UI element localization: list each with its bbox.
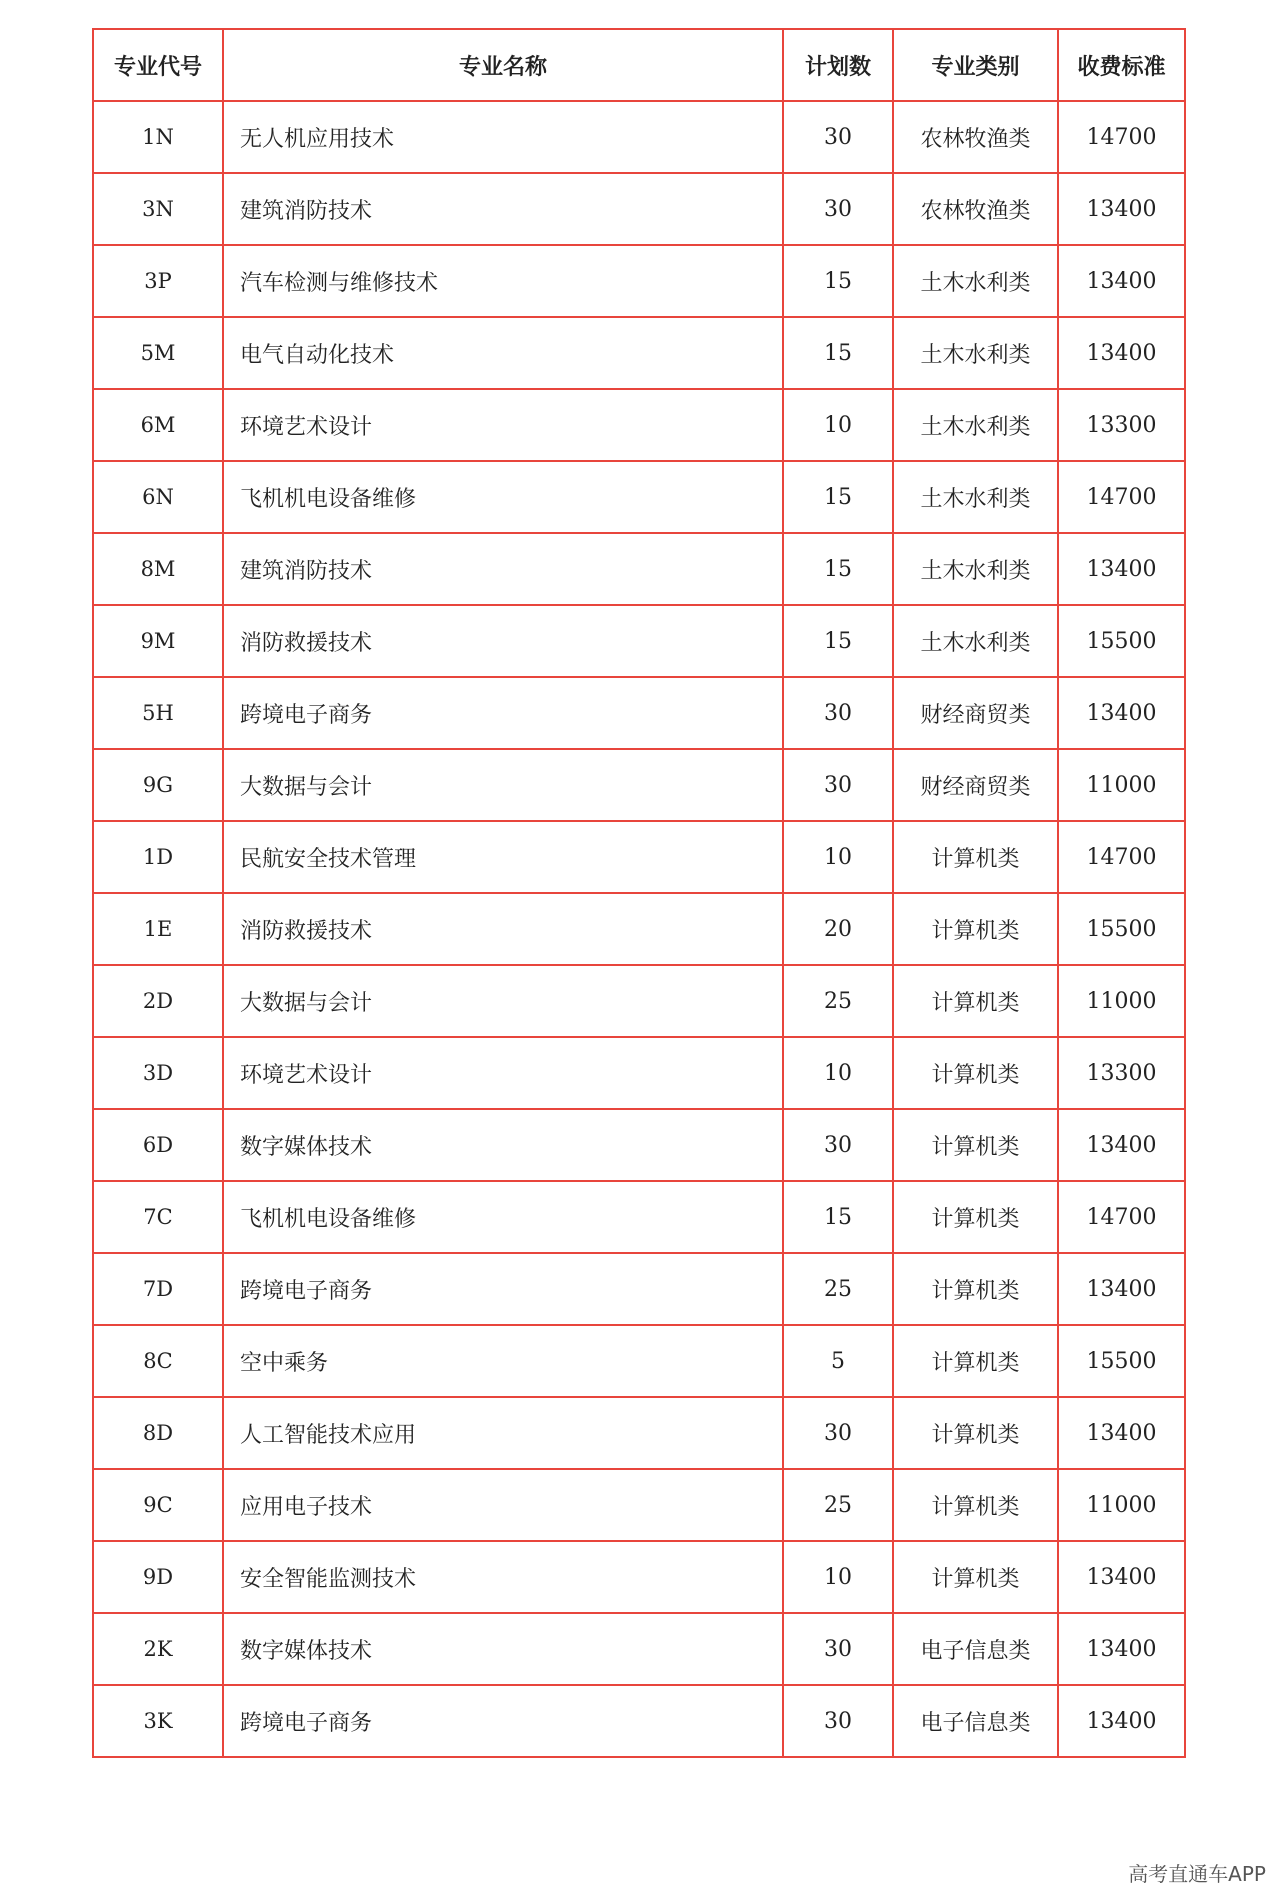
cell-major-name: 跨境电子商务: [223, 1253, 783, 1325]
cell-plan-count: 30: [783, 677, 893, 749]
table-row: [93, 1037, 1185, 1109]
cell-plan-count: 15: [783, 317, 893, 389]
cell-fee-standard: 13300: [1058, 1037, 1185, 1109]
cell-fee-standard: 13400: [1058, 533, 1185, 605]
cell-major-code: 8C: [93, 1325, 223, 1397]
header-fee-standard: 收费标准: [1058, 29, 1185, 101]
cell-plan-count: 20: [783, 893, 893, 965]
cell-major-category: 计算机类: [893, 893, 1058, 965]
cell-plan-count: 30: [783, 173, 893, 245]
table-body: [93, 101, 1185, 1757]
cell-major-category: 农林牧渔类: [893, 101, 1058, 173]
table-row: [93, 101, 1185, 173]
cell-plan-count: 15: [783, 605, 893, 677]
cell-plan-count: 30: [783, 1613, 893, 1685]
cell-plan-count: 15: [783, 245, 893, 317]
table-row: [93, 893, 1185, 965]
cell-major-category: 土木水利类: [893, 605, 1058, 677]
cell-major-code: 2D: [93, 965, 223, 1037]
cell-major-code: 1D: [93, 821, 223, 893]
cell-major-category: 土木水利类: [893, 245, 1058, 317]
watermark: 高考直通车APP: [1128, 1862, 1266, 1886]
cell-major-code: 9C: [93, 1469, 223, 1541]
cell-major-code: 6N: [93, 461, 223, 533]
cell-major-name: 安全智能监测技术: [223, 1541, 783, 1613]
cell-fee-standard: 13400: [1058, 173, 1185, 245]
cell-major-category: 计算机类: [893, 1181, 1058, 1253]
table-row: [93, 1685, 1185, 1757]
cell-fee-standard: 13300: [1058, 389, 1185, 461]
cell-fee-standard: 13400: [1058, 1109, 1185, 1181]
table-header-row: [93, 29, 1185, 101]
table-row: [93, 1109, 1185, 1181]
cell-major-category: 计算机类: [893, 1037, 1058, 1109]
cell-fee-standard: 13400: [1058, 245, 1185, 317]
cell-major-name: 汽车检测与维修技术: [223, 245, 783, 317]
table-row: [93, 1181, 1185, 1253]
cell-major-name: 人工智能技术应用: [223, 1397, 783, 1469]
cell-major-name: 消防救援技术: [223, 893, 783, 965]
table-row: [93, 173, 1185, 245]
cell-major-code: 8D: [93, 1397, 223, 1469]
cell-major-name: 数字媒体技术: [223, 1613, 783, 1685]
cell-major-code: 8M: [93, 533, 223, 605]
cell-major-category: 电子信息类: [893, 1685, 1058, 1757]
enrollment-plan-table: [92, 28, 1186, 1758]
cell-plan-count: 25: [783, 1253, 893, 1325]
header-major-name: 专业名称: [223, 29, 783, 101]
cell-major-name: 跨境电子商务: [223, 677, 783, 749]
table-row: [93, 533, 1185, 605]
cell-major-code: 9D: [93, 1541, 223, 1613]
table-row: [93, 605, 1185, 677]
cell-fee-standard: 13400: [1058, 677, 1185, 749]
cell-major-code: 7D: [93, 1253, 223, 1325]
cell-major-category: 计算机类: [893, 1253, 1058, 1325]
cell-plan-count: 5: [783, 1325, 893, 1397]
cell-fee-standard: 13400: [1058, 1397, 1185, 1469]
cell-major-name: 飞机机电设备维修: [223, 461, 783, 533]
cell-major-category: 计算机类: [893, 965, 1058, 1037]
cell-plan-count: 25: [783, 1469, 893, 1541]
cell-major-category: 计算机类: [893, 1325, 1058, 1397]
cell-fee-standard: 11000: [1058, 749, 1185, 821]
cell-major-name: 数字媒体技术: [223, 1109, 783, 1181]
cell-major-code: 5M: [93, 317, 223, 389]
cell-major-name: 应用电子技术: [223, 1469, 783, 1541]
table-row: [93, 821, 1185, 893]
cell-plan-count: 10: [783, 1541, 893, 1613]
table-row: [93, 965, 1185, 1037]
cell-major-code: 6D: [93, 1109, 223, 1181]
cell-plan-count: 30: [783, 1685, 893, 1757]
cell-major-code: 9G: [93, 749, 223, 821]
cell-fee-standard: 14700: [1058, 101, 1185, 173]
cell-plan-count: 10: [783, 389, 893, 461]
cell-plan-count: 15: [783, 533, 893, 605]
cell-major-category: 计算机类: [893, 821, 1058, 893]
cell-plan-count: 10: [783, 821, 893, 893]
cell-fee-standard: 13400: [1058, 317, 1185, 389]
cell-major-category: 计算机类: [893, 1541, 1058, 1613]
table-row: [93, 1397, 1185, 1469]
cell-major-category: 农林牧渔类: [893, 173, 1058, 245]
cell-major-code: 1N: [93, 101, 223, 173]
cell-major-category: 财经商贸类: [893, 677, 1058, 749]
cell-major-category: 计算机类: [893, 1397, 1058, 1469]
header-major-code: 专业代号: [93, 29, 223, 101]
cell-major-code: 3D: [93, 1037, 223, 1109]
cell-plan-count: 25: [783, 965, 893, 1037]
cell-fee-standard: 15500: [1058, 1325, 1185, 1397]
table-row: [93, 677, 1185, 749]
cell-major-code: 1E: [93, 893, 223, 965]
cell-major-code: 3N: [93, 173, 223, 245]
header-major-category: 专业类别: [893, 29, 1058, 101]
cell-major-code: 7C: [93, 1181, 223, 1253]
cell-plan-count: 30: [783, 101, 893, 173]
table-row: [93, 389, 1185, 461]
header-plan-count: 计划数: [783, 29, 893, 101]
cell-major-code: 3K: [93, 1685, 223, 1757]
cell-major-code: 2K: [93, 1613, 223, 1685]
table-row: [93, 749, 1185, 821]
cell-fee-standard: 11000: [1058, 965, 1185, 1037]
cell-major-code: 6M: [93, 389, 223, 461]
cell-major-category: 土木水利类: [893, 389, 1058, 461]
cell-major-name: 空中乘务: [223, 1325, 783, 1397]
cell-fee-standard: 13400: [1058, 1253, 1185, 1325]
cell-plan-count: 30: [783, 749, 893, 821]
cell-major-name: 民航安全技术管理: [223, 821, 783, 893]
table-row: [93, 317, 1185, 389]
cell-major-name: 飞机机电设备维修: [223, 1181, 783, 1253]
cell-major-name: 跨境电子商务: [223, 1685, 783, 1757]
cell-major-category: 土木水利类: [893, 533, 1058, 605]
table-row: [93, 1253, 1185, 1325]
table-row: [93, 1541, 1185, 1613]
cell-major-code: 9M: [93, 605, 223, 677]
cell-major-category: 计算机类: [893, 1109, 1058, 1181]
cell-major-category: 电子信息类: [893, 1613, 1058, 1685]
cell-major-name: 建筑消防技术: [223, 173, 783, 245]
cell-major-name: 环境艺术设计: [223, 389, 783, 461]
cell-major-name: 电气自动化技术: [223, 317, 783, 389]
cell-fee-standard: 14700: [1058, 461, 1185, 533]
cell-fee-standard: 13400: [1058, 1685, 1185, 1757]
table-row: [93, 461, 1185, 533]
cell-fee-standard: 11000: [1058, 1469, 1185, 1541]
cell-plan-count: 30: [783, 1397, 893, 1469]
cell-major-name: 大数据与会计: [223, 749, 783, 821]
cell-major-code: 3P: [93, 245, 223, 317]
cell-fee-standard: 13400: [1058, 1541, 1185, 1613]
table-row: [93, 1469, 1185, 1541]
cell-plan-count: 15: [783, 1181, 893, 1253]
cell-major-name: 无人机应用技术: [223, 101, 783, 173]
table-row: [93, 1325, 1185, 1397]
cell-fee-standard: 13400: [1058, 1613, 1185, 1685]
cell-major-code: 5H: [93, 677, 223, 749]
cell-fee-standard: 14700: [1058, 821, 1185, 893]
cell-major-category: 计算机类: [893, 1469, 1058, 1541]
cell-plan-count: 15: [783, 461, 893, 533]
cell-major-name: 消防救援技术: [223, 605, 783, 677]
table-row: [93, 1613, 1185, 1685]
cell-major-name: 大数据与会计: [223, 965, 783, 1037]
cell-fee-standard: 15500: [1058, 893, 1185, 965]
cell-major-name: 环境艺术设计: [223, 1037, 783, 1109]
table-row: [93, 245, 1185, 317]
cell-major-category: 土木水利类: [893, 317, 1058, 389]
cell-major-name: 建筑消防技术: [223, 533, 783, 605]
cell-fee-standard: 14700: [1058, 1181, 1185, 1253]
cell-fee-standard: 15500: [1058, 605, 1185, 677]
cell-major-category: 土木水利类: [893, 461, 1058, 533]
cell-plan-count: 30: [783, 1109, 893, 1181]
cell-plan-count: 10: [783, 1037, 893, 1109]
cell-major-category: 财经商贸类: [893, 749, 1058, 821]
